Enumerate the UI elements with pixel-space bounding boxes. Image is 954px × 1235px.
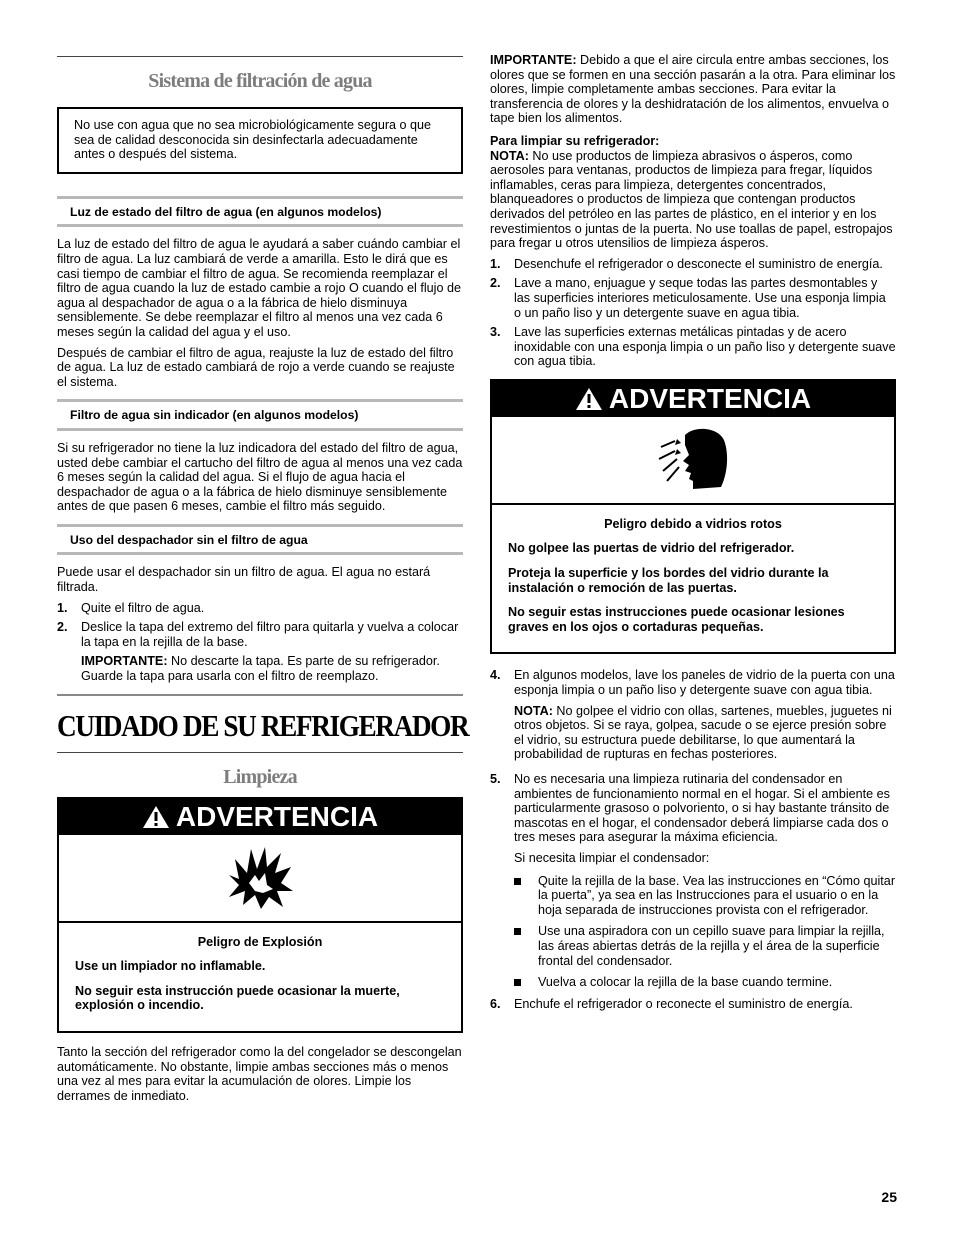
defrost-paragraph: Tanto la sección del refrigerador como la del congelador se descongelan automáticamente. No obstante, limpie ambas secciones más o menos una vez al mes para evitar la acumulación de olores. Limpie los derrames de inmediato.	[57, 1045, 462, 1103]
no-filter-steps	[57, 601, 463, 684]
left-column	[57, 50, 469, 1109]
filter-caution-box	[57, 107, 463, 174]
eye-injury-icon	[655, 425, 731, 495]
warning-header	[59, 799, 461, 835]
filter-section-title: Sistema de filtración de agua	[148, 70, 372, 92]
glass-note: NOTA: No golpee el vidrio con ollas, sartenes, muebles, juguetes ni otros objetos. Si se raya, golpea, sacude o se ejerce presión sobre el vidrio, su estructura puede debilitarse, lo que aumentará la probabilidad de rupturas en fechas posteriores.	[514, 703, 892, 762]
list-item: 3. Lave las superficies externas metálicas pintadas y de acero inoxidable con una esponja limpia o un paño liso y detergente suave con agua tibia.	[490, 325, 896, 369]
warning-line-2: No seguir esta instrucción puede ocasionar la muerte, explosión o incendio.	[75, 983, 400, 1013]
warning-line-3: No seguir estas instrucciones puede ocasionar lesiones graves en los ojos o cortaduras pequeñas.	[508, 605, 845, 634]
page-number: 25	[881, 1189, 897, 1205]
cleaning-steps-continued	[490, 668, 896, 1011]
chapter-rule-top	[57, 694, 463, 696]
condenser-bullets	[514, 874, 896, 990]
no-indicator-paragraph: Si su refrigerador no tiene la luz indicadora del estado del filtro de agua, usted debe cambiar el cartucho del filtro de agua al menos una vez cada 6 meses según la calidad del agua. Si el flujo de agua hacia el despachador de agua o a la fábrica de hielo disminuye sensiblemente antes de que pasen 6 meses, cambie el filtro más seguido.	[57, 440, 463, 514]
list-item: Vuelva a colocar la rejilla de la base cuando termine.	[514, 975, 896, 990]
important-note: IMPORTANTE: No descarte la tapa. Es parte de su refrigerador. Guarde la tapa para usarla con el filtro de reemplazo.	[81, 654, 440, 684]
warning-body	[492, 505, 894, 653]
explosion-icon	[225, 845, 295, 911]
list-item: 1. Desenchufe el refrigerador o desconecte el suministro de energía.	[490, 256, 883, 271]
list-item: 2. Deslice la tapa del extremo del filtro para quitarla y vuelva a colocar la tapa en la rejilla de la base. IMPORTANTE: No descarte la tapa. Es parte de su refrigerador. Guarde la tapa para usarla con el filtro de reemplazo.	[57, 620, 463, 683]
chapter-rule-bottom	[57, 752, 463, 753]
warning-triangle-icon	[575, 387, 603, 411]
list-item: 2. Lave a mano, enjuague y seque todas las partes desmontables y las superficies interiores meticulosamente. Use una esponja limpia o un paño liso y un detergente suave en agua tibia.	[490, 276, 886, 320]
list-item: Quite la rejilla de la base. Vea las instrucciones en “Cómo quitar la puerta”, ya sea en las Instrucciones para el usuario o en la hoja separada de instrucciones provista con el refrigerador.	[514, 874, 896, 918]
no-filter-heading: Uso del despachador sin el filtro de agua	[57, 524, 463, 556]
cleaning-steps	[490, 257, 896, 369]
right-column	[490, 50, 896, 1016]
status-light-paragraph-2: Después de cambiar el filtro de agua, reajuste la luz de estado del filtro de agua. La luz de estado cambiará de rojo a verde cuando se reajuste el sistema.	[57, 345, 455, 389]
cleaning-section-title: Limpieza	[223, 765, 297, 788]
warning-header	[492, 381, 894, 417]
note-paragraph: NOTA: No use productos de limpieza abrasivos o ásperos, como aerosoles para ventanas, productos de limpieza para fregar, líquidos inflamables, ceras para limpieza, detergentes concentrados, blanqueadores o productos de limpieza que contengan productos derivados del petróleo en las partes de plástico, en el interior y en los revestimientos o juntas de la puerta. No use toallas de papel, estropajos para fregar u otros utensilios de limpieza ásperos.	[490, 148, 893, 251]
warning-hazard: Peligro de Explosión	[197, 934, 323, 949]
warning-line-1: Use un limpiador no inflamable.	[75, 959, 266, 974]
page-title: CUIDADO DE SU REFRIGERADOR	[57, 707, 469, 743]
warning-line-1: No golpee las puertas de vidrio del refrigerador.	[508, 541, 795, 556]
status-light-paragraph-1: La luz de estado del filtro de agua le ayudará a saber cuándo cambiar el filtro de agua. La luz cambiará de verde a amarilla. Esto le dirá que es casi tiempo de cambiar el filtro de agua. Se recomienda reemplazar el filtro de agua cuando la luz de estado cambie a rojo O cuando el flujo de agua al despachador de agua o a la fábrica de hielo disminuya sensiblemente. Se debe reemplazar el filtro al menos una vez cada 6 meses según la calidad del agua y el uso.	[57, 237, 461, 339]
list-item: Use una aspiradora con un cepillo suave para limpiar la rejilla, las áreas abiertas detrás de la rejilla y el área de la superficie frontal del condensador.	[514, 924, 896, 968]
glass-warning-box	[490, 379, 896, 655]
explosion-warning-box	[57, 797, 463, 1033]
condenser-intro: Si necesita limpiar el condensador:	[514, 850, 710, 865]
top-rule	[57, 56, 463, 57]
list-item: 4. En algunos modelos, lave los paneles de vidrio de la puerta con una esponja limpia o un paño liso y detergente suave con agua tibia. NOTA: No golpee el vidrio con ollas, sartenes, muebles, juguetes ni otros objetos. Si se raya, golpea, sacude o se ejerce presión sobre el vidrio, su estructura puede debilitarse, lo que aumentará la probabilidad de rupturas en fechas posteriores.	[490, 668, 895, 762]
bullet-square-icon	[514, 979, 521, 986]
warning-triangle-icon	[142, 805, 170, 829]
no-indicator-heading: Filtro de agua sin indicador (en algunos modelos)	[57, 399, 463, 431]
no-filter-paragraph: Puede usar el despachador sin un filtro de agua. El agua no estará filtrada.	[57, 565, 431, 595]
warning-line-2: Proteja la superficie y los bordes del vidrio durante la instalación o remoción de las puertas.	[508, 566, 829, 595]
warning-hazard: Peligro debido a vidrios rotos	[604, 516, 782, 531]
list-item: 1. Quite el filtro de agua.	[57, 600, 205, 615]
list-item: 6. Enchufe el refrigerador o reconecte el suministro de energía.	[490, 996, 853, 1011]
warning-pictogram-area	[492, 417, 894, 505]
warning-label: ADVERTENCIA	[608, 382, 812, 414]
important-paragraph: IMPORTANTE: Debido a que el aire circula entre ambas secciones, los olores que se formen en una sección pasarán a la otra. Para eliminar los olores, limpie completamente ambas secciones. Para evitar la transferencia de olores y la deshidratación de los alimentos, envuelva o tape bien los alimentos.	[490, 53, 896, 126]
filter-caution-text: No use con agua que no sea microbiológicamente segura o que sea de calidad desconocida sin desinfectarla adecuadamente antes o después del sistema.	[74, 118, 432, 162]
bullet-square-icon	[514, 928, 521, 935]
warning-body	[59, 923, 461, 1031]
warning-pictogram-area	[59, 835, 461, 923]
warning-label: ADVERTENCIA	[175, 800, 379, 832]
status-light-heading: Luz de estado del filtro de agua (en algunos modelos)	[57, 196, 463, 228]
bullet-square-icon	[514, 878, 521, 885]
list-item: 5. No es necesaria una limpieza rutinaria del condensador en ambientes de funcionamiento normal en el hogar. Si el ambiente es particularmente grasoso o polvoriento, o si hay bastante tránsito de mascotas en el hogar, el condensador deberá limpiarse cada dos o tres meses para asegurar la máxima eficiencia. Si necesita limpiar el condensador: Quite la rejilla de la base. Vea las instrucciones en “Cómo quitar la puerta”, ya sea en las Instrucciones para el usuario o en la hoja separada de instrucciones provista con el refrigerador. Use una aspiradora con un cepillo suave para limpiar la rejilla, las áreas abiertas detrás de la rejilla y el área de la superficie frontal del condensador. Vuelva a colocar la rejilla de la base cuando termine.	[490, 772, 896, 990]
clean-heading: Para limpiar su refrigerador:	[490, 133, 660, 148]
